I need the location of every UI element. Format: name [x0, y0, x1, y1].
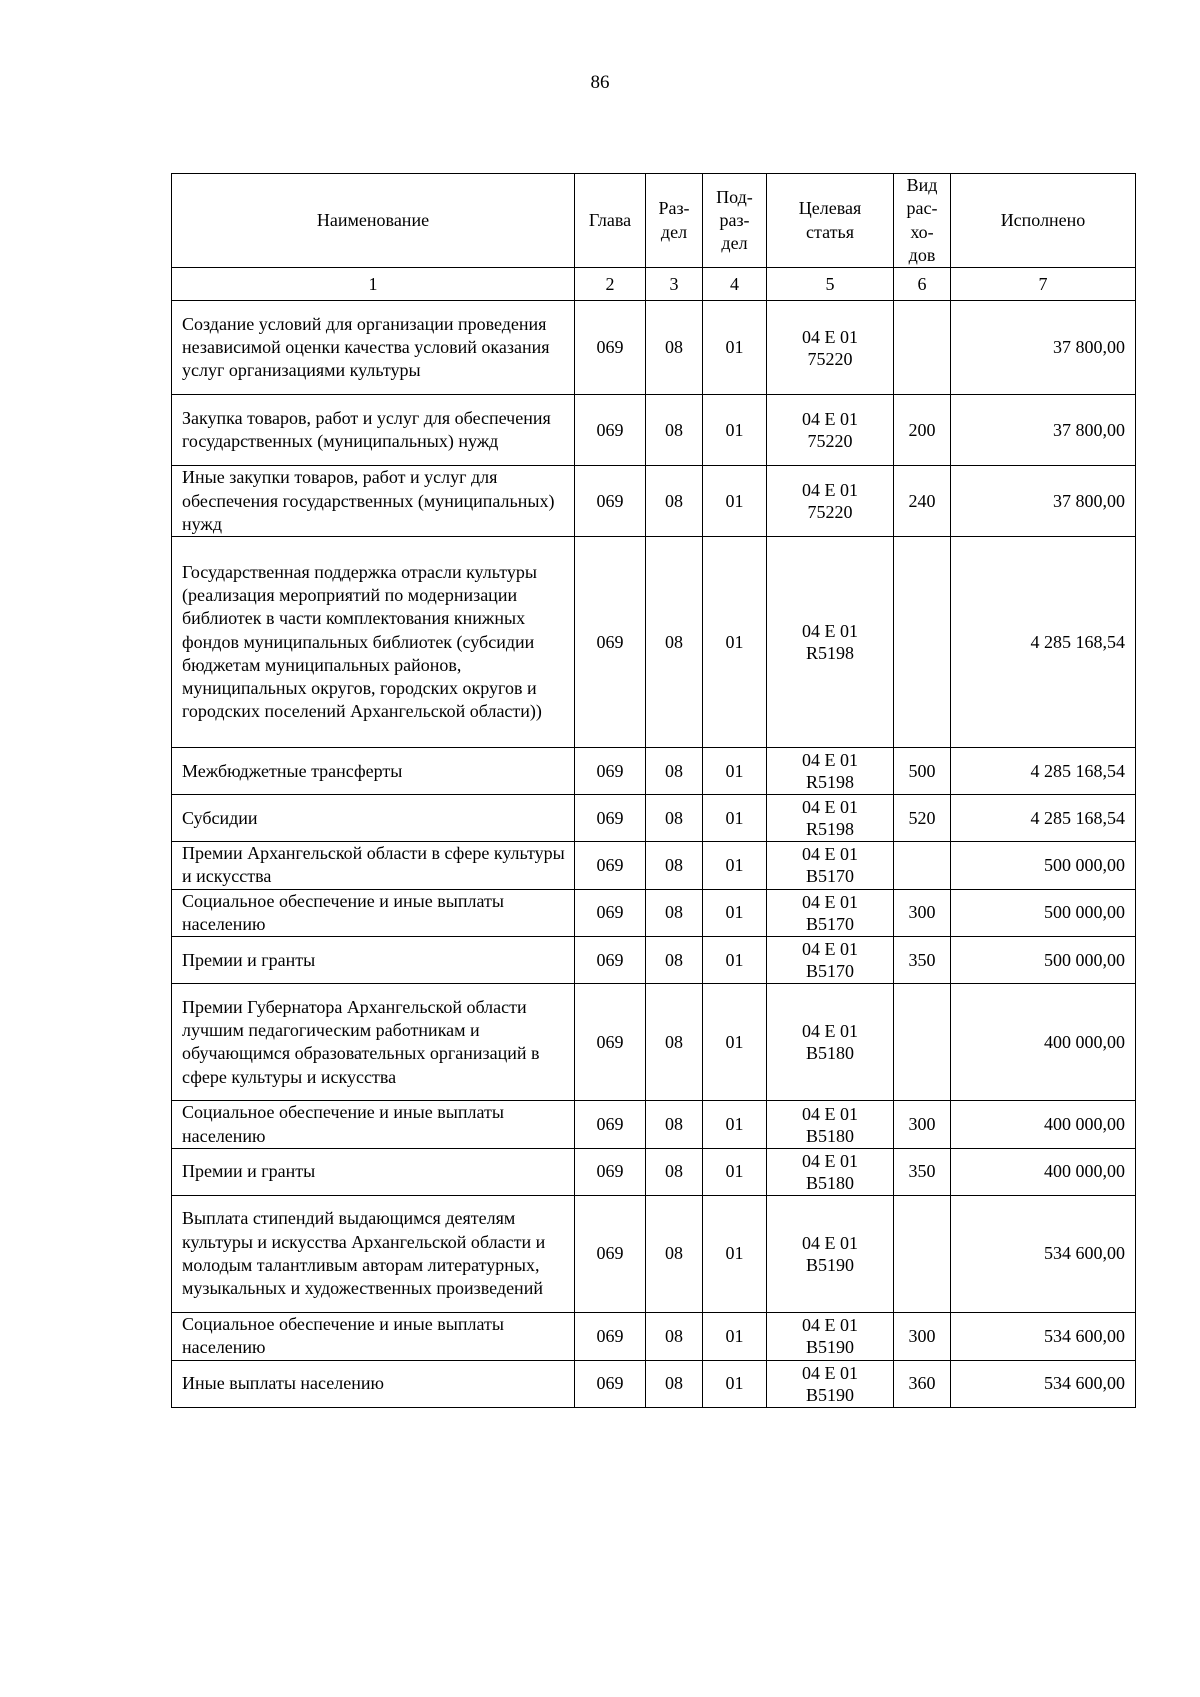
row-name: Премии и гранты — [172, 937, 575, 984]
row-target-article — [767, 301, 894, 395]
row-expense-type — [894, 842, 951, 890]
row-name: Иные закупки товаров, работ и услуг для обеспечения государственных (муниципальных) нужд — [172, 466, 575, 537]
row-subsection: 01 — [703, 984, 767, 1101]
row-subsection: 01 — [703, 937, 767, 984]
column-number: 7 — [951, 268, 1136, 301]
row-target-article — [767, 842, 894, 890]
row-subsection: 01 — [703, 1148, 767, 1195]
page-number: 86 — [590, 72, 610, 93]
table-row — [172, 748, 1136, 795]
row-subsection: 01 — [703, 466, 767, 537]
target-article-line-2: 75220 — [807, 502, 853, 523]
table-row — [172, 395, 1136, 466]
row-section: 08 — [646, 1101, 703, 1149]
target-article-line-2: В5180 — [805, 1043, 854, 1064]
target-article-line-2: В5190 — [805, 1384, 854, 1405]
row-section: 08 — [646, 1148, 703, 1195]
row-subsection: 01 — [703, 537, 767, 748]
row-expense-type: 520 — [894, 795, 951, 842]
row-section: 08 — [646, 937, 703, 984]
row-executed: 400 000,00 — [951, 984, 1136, 1101]
row-expense-type — [894, 301, 951, 395]
row-target-article — [767, 1195, 894, 1312]
row-section: 08 — [646, 1360, 703, 1407]
row-expense-type: 200 — [894, 395, 951, 466]
table-row — [172, 1195, 1136, 1312]
row-target-article — [767, 748, 894, 795]
row-target-article — [767, 984, 894, 1101]
row-executed: 534 600,00 — [951, 1312, 1136, 1360]
row-executed: 500 000,00 — [951, 937, 1136, 984]
row-target-article — [767, 1312, 894, 1360]
table-row — [172, 466, 1136, 537]
row-expense-type: 240 — [894, 466, 951, 537]
row-chapter: 069 — [575, 1148, 646, 1195]
column-number: 6 — [894, 268, 951, 301]
table-row — [172, 537, 1136, 748]
target-article-line-2: В5190 — [805, 1254, 854, 1275]
row-name: Создание условий для организации проведения независимой оценки качества условий оказания услуг организациями культуры — [172, 301, 575, 395]
target-article-line-1: 04 Е 01 — [802, 1232, 858, 1253]
target-article-line-1: 04 Е 01 — [802, 1150, 858, 1171]
row-expense-type: 300 — [894, 889, 951, 937]
target-article-line-2: R5198 — [805, 643, 854, 664]
column-number: 1 — [172, 268, 575, 301]
row-section: 08 — [646, 795, 703, 842]
row-chapter: 069 — [575, 984, 646, 1101]
row-name: Выплата стипендий выдающимся деятелям культуры и искусства Архангельской области и молодым талантливым авторам литературных, музыкальных и художественных произведений — [172, 1195, 575, 1312]
row-chapter: 069 — [575, 395, 646, 466]
row-chapter: 069 — [575, 748, 646, 795]
row-subsection: 01 — [703, 795, 767, 842]
target-article-line-2: R5198 — [805, 772, 854, 793]
row-executed: 500 000,00 — [951, 842, 1136, 890]
row-target-article — [767, 1101, 894, 1149]
target-article-line-2: 75220 — [807, 431, 853, 452]
row-target-article — [767, 466, 894, 537]
header-section: Раз- дел — [646, 174, 703, 268]
row-chapter: 069 — [575, 301, 646, 395]
table-row — [172, 889, 1136, 937]
target-article-line-1: 04 Е 01 — [802, 939, 858, 960]
row-chapter: 069 — [575, 937, 646, 984]
row-chapter: 069 — [575, 1101, 646, 1149]
target-article-line-2: В5180 — [805, 1172, 854, 1193]
row-name: Премии Губернатора Архангельской области лучшим педагогическим работникам и обучающимся образовательных организаций в сфере культуры и искусства — [172, 984, 575, 1101]
target-article-line-1: 04 Е 01 — [802, 621, 858, 642]
row-subsection: 01 — [703, 1360, 767, 1407]
column-number: 4 — [703, 268, 767, 301]
table-row — [172, 937, 1136, 984]
row-executed: 4 285 168,54 — [951, 795, 1136, 842]
row-name: Закупка товаров, работ и услуг для обеспечения государственных (муниципальных) нужд — [172, 395, 575, 466]
row-executed: 4 285 168,54 — [951, 748, 1136, 795]
row-section: 08 — [646, 748, 703, 795]
row-name: Премии Архангельской области в сфере культуры и искусства — [172, 842, 575, 890]
row-subsection: 01 — [703, 748, 767, 795]
row-expense-type — [894, 1195, 951, 1312]
row-expense-type — [894, 984, 951, 1101]
row-name: Социальное обеспечение и иные выплаты населению — [172, 889, 575, 937]
row-chapter: 069 — [575, 1312, 646, 1360]
table-row — [172, 301, 1136, 395]
row-section: 08 — [646, 466, 703, 537]
row-chapter: 069 — [575, 889, 646, 937]
row-target-article — [767, 537, 894, 748]
header-subsection: Под- раз- дел — [703, 174, 767, 268]
header-executed: Исполнено — [951, 174, 1136, 268]
row-name: Межбюджетные трансферты — [172, 748, 575, 795]
target-article-line-1: 04 Е 01 — [802, 1103, 858, 1124]
row-subsection: 01 — [703, 842, 767, 890]
row-target-article — [767, 795, 894, 842]
target-article-line-1: 04 Е 01 — [802, 326, 858, 347]
row-name: Субсидии — [172, 795, 575, 842]
column-number: 2 — [575, 268, 646, 301]
row-subsection: 01 — [703, 395, 767, 466]
target-article-line-1: 04 Е 01 — [802, 892, 858, 913]
row-chapter: 069 — [575, 795, 646, 842]
table-row — [172, 1148, 1136, 1195]
row-section: 08 — [646, 889, 703, 937]
target-article-line-1: 04 Е 01 — [802, 797, 858, 818]
row-target-article — [767, 1360, 894, 1407]
row-subsection: 01 — [703, 1195, 767, 1312]
header-name: Наименование — [172, 174, 575, 268]
target-article-line-1: 04 Е 01 — [802, 1362, 858, 1383]
row-expense-type: 300 — [894, 1101, 951, 1149]
target-article-line-2: 75220 — [807, 348, 853, 369]
row-executed: 37 800,00 — [951, 466, 1136, 537]
row-subsection: 01 — [703, 1312, 767, 1360]
header-target-article: Целевая статья — [767, 174, 894, 268]
row-section: 08 — [646, 984, 703, 1101]
target-article-line-1: 04 Е 01 — [802, 844, 858, 865]
row-executed: 534 600,00 — [951, 1195, 1136, 1312]
table-row — [172, 842, 1136, 890]
column-number-row — [172, 268, 1136, 301]
row-subsection: 01 — [703, 889, 767, 937]
table-row — [172, 1312, 1136, 1360]
row-expense-type — [894, 537, 951, 748]
row-subsection: 01 — [703, 301, 767, 395]
target-article-line-1: 04 Е 01 — [802, 409, 858, 430]
table-row — [172, 984, 1136, 1101]
target-article-line-2: В5190 — [805, 1337, 854, 1358]
row-target-article — [767, 889, 894, 937]
row-section: 08 — [646, 537, 703, 748]
target-article-line-2: В5170 — [805, 866, 854, 887]
header-expense-type: Вид рас- хо- дов — [894, 174, 951, 268]
row-executed: 4 285 168,54 — [951, 537, 1136, 748]
row-executed: 400 000,00 — [951, 1148, 1136, 1195]
row-target-article — [767, 1148, 894, 1195]
header-chapter: Глава — [575, 174, 646, 268]
row-executed: 37 800,00 — [951, 395, 1136, 466]
row-name: Социальное обеспечение и иные выплаты населению — [172, 1101, 575, 1149]
row-target-article — [767, 395, 894, 466]
row-name: Социальное обеспечение и иные выплаты населению — [172, 1312, 575, 1360]
target-article-line-2: R5198 — [805, 819, 854, 840]
header-row — [172, 174, 1136, 268]
target-article-line-1: 04 Е 01 — [802, 1021, 858, 1042]
target-article-line-1: 04 Е 01 — [802, 750, 858, 771]
row-name: Иные выплаты населению — [172, 1360, 575, 1407]
row-executed: 37 800,00 — [951, 301, 1136, 395]
table-row — [172, 795, 1136, 842]
table-row — [172, 1360, 1136, 1407]
target-article-line-1: 04 Е 01 — [802, 1315, 858, 1336]
target-article-line-2: В5180 — [805, 1125, 854, 1146]
target-article-line-2: В5170 — [805, 914, 854, 935]
row-section: 08 — [646, 842, 703, 890]
row-expense-type: 500 — [894, 748, 951, 795]
row-name: Премии и гранты — [172, 1148, 575, 1195]
row-chapter: 069 — [575, 466, 646, 537]
column-number: 5 — [767, 268, 894, 301]
row-section: 08 — [646, 1195, 703, 1312]
row-executed: 500 000,00 — [951, 889, 1136, 937]
row-expense-type: 350 — [894, 1148, 951, 1195]
target-article-line-2: В5170 — [805, 961, 854, 982]
table-row — [172, 1101, 1136, 1149]
row-chapter: 069 — [575, 537, 646, 748]
row-section: 08 — [646, 395, 703, 466]
column-number: 3 — [646, 268, 703, 301]
row-subsection: 01 — [703, 1101, 767, 1149]
row-section: 08 — [646, 301, 703, 395]
row-name: Государственная поддержка отрасли культуры (реализация мероприятий по модернизации библиотек в части комплектования книжных фондов муниципальных библиотек (субсидии бюджетам муниципальных районов, муниципальных округов, городских округов и городских поселений Архангельской области)) — [172, 537, 575, 748]
row-chapter: 069 — [575, 1195, 646, 1312]
row-chapter: 069 — [575, 842, 646, 890]
target-article-line-1: 04 Е 01 — [802, 480, 858, 501]
row-target-article — [767, 937, 894, 984]
budget-table — [171, 173, 1136, 1408]
row-executed: 400 000,00 — [951, 1101, 1136, 1149]
row-chapter: 069 — [575, 1360, 646, 1407]
row-expense-type: 300 — [894, 1312, 951, 1360]
row-expense-type: 360 — [894, 1360, 951, 1407]
row-section: 08 — [646, 1312, 703, 1360]
row-expense-type: 350 — [894, 937, 951, 984]
row-executed: 534 600,00 — [951, 1360, 1136, 1407]
